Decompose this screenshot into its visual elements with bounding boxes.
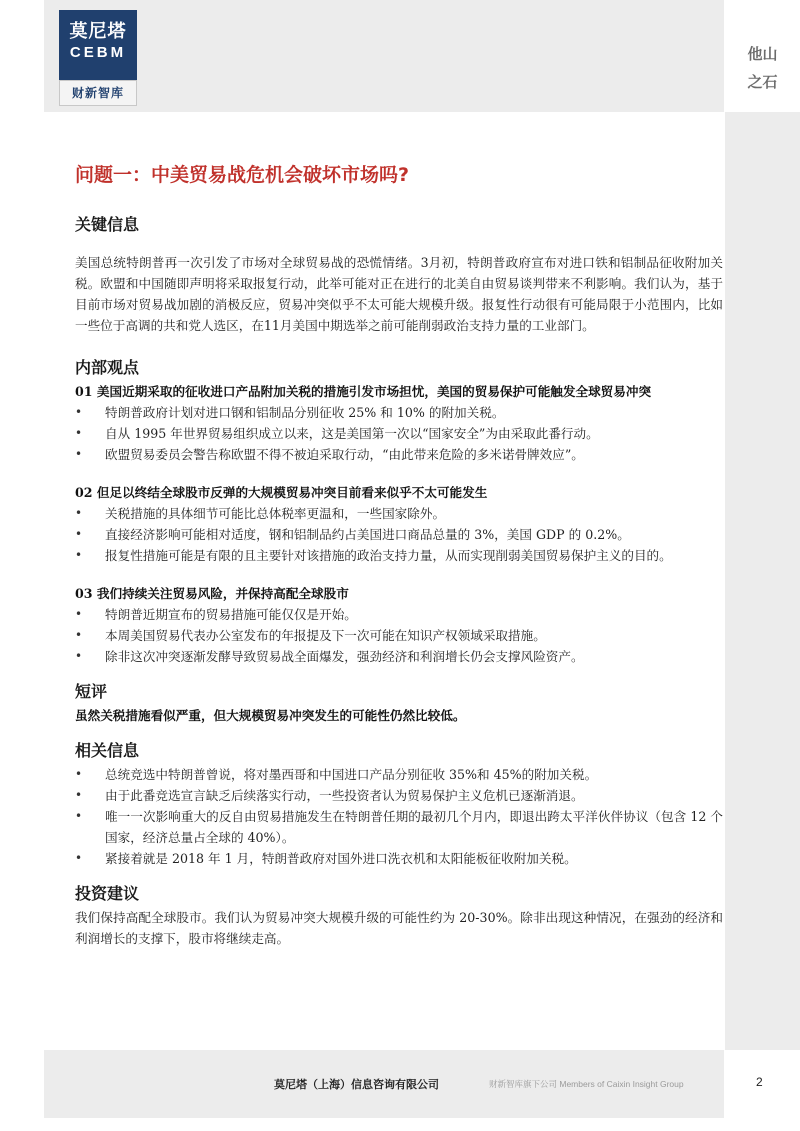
- key-info-heading: 关键信息: [75, 215, 140, 234]
- key-info-paragraph: 美国总统特朗普再一次引发了市场对全球贸易战的恐慌情绪。3月初，特朗普政府宣布对进口铁和铝制品征收附加关税。欧盟和中国随即声明将采取报复行动，此举可能对正在进行的北美自由贸易谈判带来不利影响。我们认为，基于目前市场对贸易战加剧的消极反应，贸易冲突似乎不太可能大规模升级。报复性行动很有可能局限于小范围内，比如一些位于高调的共和党人选区，在11月美国中期选举之前可能削弱政治支持力量的工业部门。: [75, 255, 723, 333]
- list-item: • 总统竞选中特朗普曾说，将对墨西哥和中国进口产品分别征收 35%和 45%的附加关税。: [75, 764, 723, 785]
- header-band: [44, 0, 724, 112]
- logo-mark: [59, 10, 137, 80]
- logo-subtitle: 财新智库: [59, 80, 137, 106]
- list-item: • 直接经济影响可能相对适度，钢和铝制品约占美国进口商品总量的 3%，美国 GDP 的 0.2%。: [75, 524, 723, 545]
- list-item: • 自从 1995 年世界贸易组织成立以来，这是美国第一次以“国家安全”为由采取此番行动。: [75, 423, 723, 444]
- point-03-title: 03 我们持续关注贸易风险，并保持高配全球股市: [75, 586, 349, 601]
- related-info-heading: 相关信息: [75, 741, 140, 760]
- short-comment-heading: 短评: [75, 682, 108, 701]
- point-01-bullets: [75, 402, 723, 465]
- side-strip: [725, 112, 800, 1050]
- list-item: • 本周美国贸易代表办公室发布的年报提及下一次可能在知识产权领域采取措施。: [75, 625, 723, 646]
- list-item: • 紧接着就是 2018 年 1 月，特朗普政府对国外进口洗衣机和太阳能板征收附加关税。: [75, 848, 723, 869]
- list-item: • 特朗普近期宣布的贸易措施可能仅仅是开始。: [75, 604, 723, 625]
- short-comment-text: 虽然关税措施看似严重，但大规模贸易冲突发生的可能性仍然比较低。: [75, 708, 466, 723]
- point-01: [75, 381, 723, 465]
- list-item: • 报复性措施可能是有限的且主要针对该措施的政治支持力量，从而实现削弱美国贸易保护主义的目的。: [75, 545, 723, 566]
- company-logo: [59, 10, 137, 106]
- related-info-bullets: [75, 764, 723, 869]
- point-02-title: 02 但足以终结全球股市反弹的大规模贸易冲突目前看来似乎不太可能发生: [75, 485, 488, 500]
- side-tab-line-2: 之石: [747, 73, 778, 91]
- footer-member-note: 财新智库旗下公司 Members of Caixin Insight Group: [489, 1079, 684, 1089]
- footer-band: [44, 1050, 724, 1118]
- point-02-bullets: [75, 503, 723, 566]
- list-item: • 除非这次冲突逐渐发酵导致贸易战全面爆发，强劲经济和利润增长仍会支撑风险资产。: [75, 646, 723, 667]
- internal-view-heading: 内部观点: [75, 358, 140, 377]
- list-item: • 特朗普政府计划对进口钢和铝制品分别征收 25% 和 10% 的附加关税。: [75, 402, 723, 423]
- page-title: 问题一：中美贸易战危机会破坏市场吗?: [75, 164, 410, 186]
- footer-company-name: 莫尼塔（上海）信息咨询有限公司: [274, 1078, 439, 1091]
- point-01-title: 01 美国近期采取的征收进口产品附加关税的措施引发市场担忧，美国的贸易保护可能触发全球贸易冲突: [75, 384, 652, 399]
- logo-chinese-name: 莫尼塔: [69, 21, 127, 42]
- point-03-bullets: [75, 604, 723, 667]
- logo-english-name: CEBM: [69, 44, 127, 61]
- side-tab-line-1: 他山: [747, 45, 778, 63]
- investment-advice-heading: 投资建议: [75, 884, 140, 903]
- article-body: [75, 160, 723, 949]
- point-02: [75, 482, 723, 566]
- page-number: 2: [756, 1075, 763, 1089]
- list-item: • 关税措施的具体细节可能比总体税率更温和，一些国家除外。: [75, 503, 723, 524]
- list-item: • 欧盟贸易委员会警告称欧盟不得不被迫采取行动，“由此带来危险的多米诺骨牌效应”。: [75, 444, 723, 465]
- section-side-tab: [725, 0, 800, 112]
- list-item: • 由于此番竞选宣言缺乏后续落实行动，一些投资者认为贸易保护主义危机已逐渐消退。: [75, 785, 723, 806]
- point-03: [75, 583, 723, 667]
- list-item: • 唯一一次影响重大的反自由贸易措施发生在特朗普任期的最初几个月内，即退出跨太平洋伙伴协议（包含 12 个国家，经济总量占全球的 40%）。: [75, 806, 723, 848]
- investment-advice-paragraph: 我们保持高配全球股市。我们认为贸易冲突大规模升级的可能性约为 20-30%。除非出现这种情况，在强劲的经济和利润增长的支撑下，股市将继续走高。: [75, 910, 723, 946]
